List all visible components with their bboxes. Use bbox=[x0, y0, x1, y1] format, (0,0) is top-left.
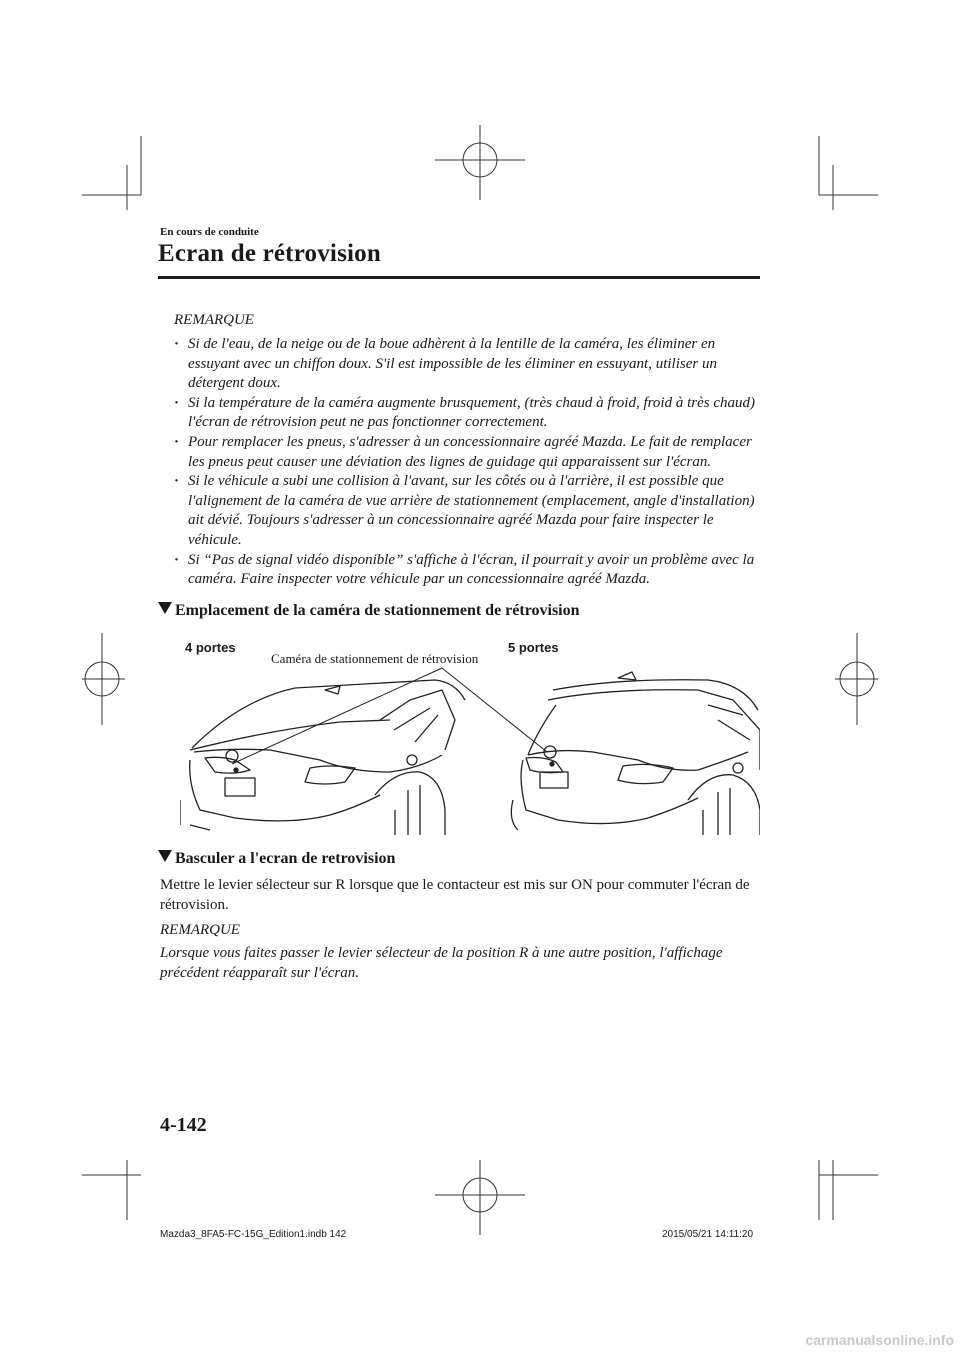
page-title: Ecran de rétrovision bbox=[158, 240, 381, 267]
list-item: · Si “Pas de signal vidéo disponible” s'affiche à l'écran, il pourrait y avoir un problème avec la caméra. Faire inspecter votre véhicule par un concessionnaire agréé Mazda. bbox=[174, 551, 764, 590]
list-item: · Si le véhicule a subi une collision à l'avant, sur les côtés ou à l'arrière, il est possible que l'alignement de la caméra de vue arrière de stationnement (emplacement, angle d'installation) ait dévié. Toujours s'adresser à un concessionnaire agréé Mazda pour faire inspecter le véhicule. bbox=[174, 472, 764, 550]
title-divider bbox=[158, 276, 760, 279]
remarque-text-2: Lorsque vous faites passer le levier sélecteur de la position R à une autre position, l'affichage précédent réapparaît sur l'écran. bbox=[160, 945, 723, 981]
remarque-label: REMARQUE bbox=[174, 312, 254, 328]
figure-label-4-doors: 4 portes bbox=[185, 640, 236, 655]
remarque-label-2: REMARQUE bbox=[160, 922, 240, 938]
list-item: · Si de l'eau, de la neige ou de la boue adhèrent à la lentille de la caméra, les éliminer en essuyant avec un chiffon doux. S'il est impossible de les éliminer en essuyant, utiliser un détergent doux. bbox=[174, 335, 764, 394]
footer-file-info: Mazda3_8FA5-FC-15G_Edition1.indb 142 bbox=[160, 1229, 347, 1240]
figure-callout-camera: Caméra de stationnement de rétrovision bbox=[271, 651, 479, 666]
heading-text: Emplacement de la caméra de stationnement de rétrovision bbox=[175, 602, 580, 619]
sedan-illustration bbox=[180, 680, 465, 835]
footer-timestamp: 2015/05/21 14:11:20 bbox=[662, 1229, 754, 1240]
section-heading-switch bbox=[158, 850, 395, 868]
registration-target-left bbox=[82, 633, 125, 725]
switch-instructions: Mettre le levier sélecteur sur R lorsque que le contacteur est mis sur ON pour commuter l'écran de rétrovision. bbox=[160, 877, 750, 913]
heading-text: Basculer a l'ecran de retrovision bbox=[175, 850, 396, 867]
hatchback-illustration bbox=[511, 672, 760, 835]
triangle-down-icon bbox=[158, 850, 172, 862]
list-item: · Pour remplacer les pneus, s'adresser à un concessionnaire agréé Mazda. Le fait de remplacer les pneus peut causer une déviation des lignes de guidage qui apparaissent sur l'écran. bbox=[174, 433, 764, 472]
registration-target-bottom bbox=[435, 1160, 525, 1235]
page-number: 4-142 bbox=[160, 1114, 207, 1136]
watermark: carmanualsonline.info bbox=[805, 1332, 954, 1348]
registration-target-top bbox=[435, 125, 525, 200]
triangle-down-icon bbox=[158, 602, 172, 614]
section-heading-camera-location bbox=[158, 602, 580, 620]
figure-label-5-doors: 5 portes bbox=[508, 640, 559, 655]
rear-camera-illustration bbox=[180, 660, 760, 835]
section-label: En cours de conduite bbox=[160, 226, 259, 238]
registration-target-right bbox=[835, 633, 878, 725]
remarque-list bbox=[174, 335, 764, 590]
list-item: · Si la température de la caméra augmente brusquement, (très chaud à froid, froid à très chaud) l'écran de rétrovision peut ne pas fonctionner correctement. bbox=[174, 394, 764, 433]
